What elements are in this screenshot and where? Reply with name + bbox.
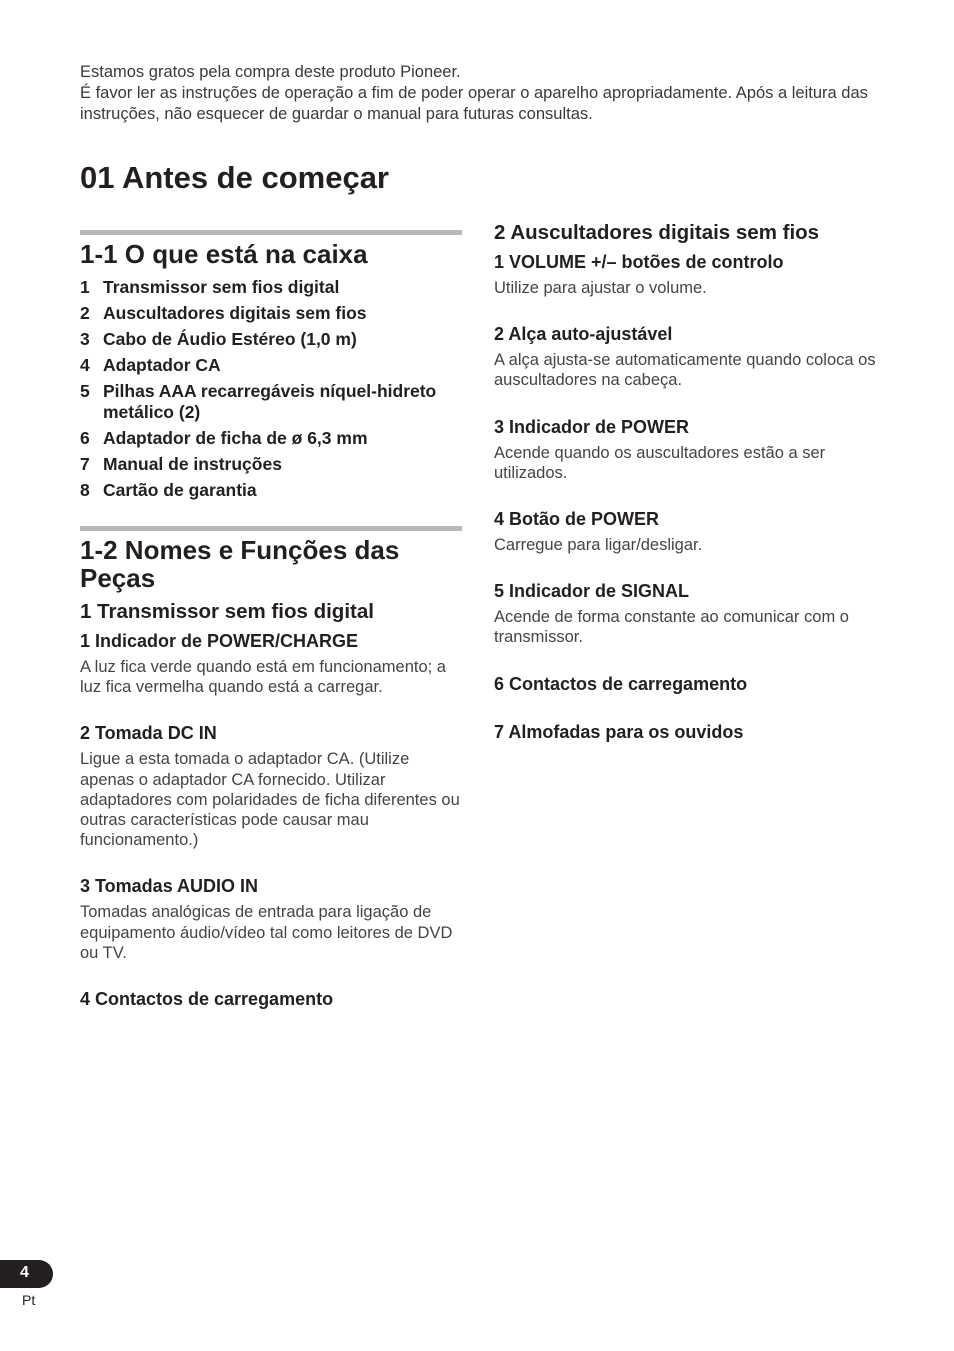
part-desc: Carregue para ligar/desligar. — [494, 536, 703, 555]
part-desc: Tomadas analógicas de entrada para ligação de equipamento áudio/vídeo tal como leitores de DVD ou TV. — [80, 903, 453, 962]
part-item — [494, 720, 884, 744]
part-item — [80, 721, 462, 850]
intro-line-2: É favor ler as instruções de operação a fim de poder operar o aparelho apropriadamente. Após a leitura das instruções, não esquecer de guardar o manual para futuras consultas. — [80, 84, 868, 123]
intro-text — [80, 62, 880, 125]
part-title: 3 Tomadas AUDIO IN — [80, 876, 259, 897]
part-item — [80, 874, 462, 963]
part-desc: A luz fica verde quando está em funcionamento; a luz fica vermelha quando está a carregar. — [80, 658, 446, 697]
page-number: 4 — [20, 1264, 29, 1281]
part-title: 1 VOLUME +/– botões de controlo — [494, 252, 784, 272]
part-title: 5 Indicador de SIGNAL — [494, 581, 690, 602]
part-item — [494, 507, 884, 555]
part-item — [494, 322, 884, 390]
list-item: 8 Cartão de garantia — [80, 480, 257, 500]
part-title: 2 Alça auto-ajustável — [494, 324, 673, 345]
box-heading: 1-1 O que está na caixa — [80, 239, 368, 269]
headphones-heading: 2 Auscultadores digitais sem fios — [494, 221, 820, 244]
parts-heading: 1-2 Nomes e Funções das Peças — [80, 535, 400, 593]
part-title: 4 Contactos de carregamento — [80, 989, 334, 1010]
chapter-title: 01 Antes de começar — [80, 160, 390, 195]
box-contents-section — [80, 230, 462, 506]
part-desc: Acende de forma constante ao comunicar com o transmissor. — [494, 608, 849, 647]
part-item — [494, 250, 884, 298]
part-desc: A alça ajusta-se automaticamente quando coloca os auscultadores na cabeça. — [494, 351, 876, 390]
headphones-section — [494, 219, 884, 768]
part-title: 1 Indicador de POWER/CHARGE — [80, 631, 359, 651]
intro-line-1: Estamos gratos pela compra deste produto Pioneer. — [80, 63, 461, 81]
part-item — [80, 629, 462, 697]
section-rule — [80, 526, 462, 531]
list-item: 2 Auscultadores digitais sem fios — [80, 303, 367, 323]
list-item: 5 Pilhas AAA recarregáveis níquel-hidreto metálico (2) — [80, 381, 437, 422]
part-item — [494, 579, 884, 647]
section-rule — [80, 230, 462, 235]
part-item — [494, 672, 884, 696]
part-item — [80, 987, 462, 1011]
list-item: 7 Manual de instruções — [80, 454, 282, 474]
part-item — [494, 415, 884, 483]
box-items-list — [80, 277, 462, 501]
part-desc: Acende quando os auscultadores estão a ser utilizados. — [494, 443, 826, 482]
part-title: 7 Almofadas para os ouvidos — [494, 721, 744, 742]
list-item: 4 Adaptador CA — [80, 355, 221, 375]
part-desc: Ligue a esta tomada o adaptador CA. (Utilize apenas o adaptador CA fornecido. Utilizar adaptadores com polaridades de ficha diferentes ou outras características pode causar mau funcionamento.) — [80, 750, 460, 850]
list-item: 1 Transmissor sem fios digital — [80, 277, 340, 297]
language-code: Pt — [22, 1292, 36, 1308]
parts-section — [80, 526, 462, 1035]
transmitter-heading: 1 Transmissor sem fios digital — [80, 600, 374, 623]
part-title: 3 Indicador de POWER — [494, 416, 690, 437]
part-title: 2 Tomada DC IN — [80, 723, 217, 744]
part-title: 4 Botão de POWER — [494, 509, 660, 530]
list-item: 6 Adaptador de ficha de ø 6,3 mm — [80, 428, 368, 448]
part-desc: Utilize para ajustar o volume. — [494, 279, 707, 297]
list-item: 3 Cabo de Áudio Estéreo (1,0 m) — [80, 329, 357, 349]
part-title: 6 Contactos de carregamento — [494, 673, 748, 694]
